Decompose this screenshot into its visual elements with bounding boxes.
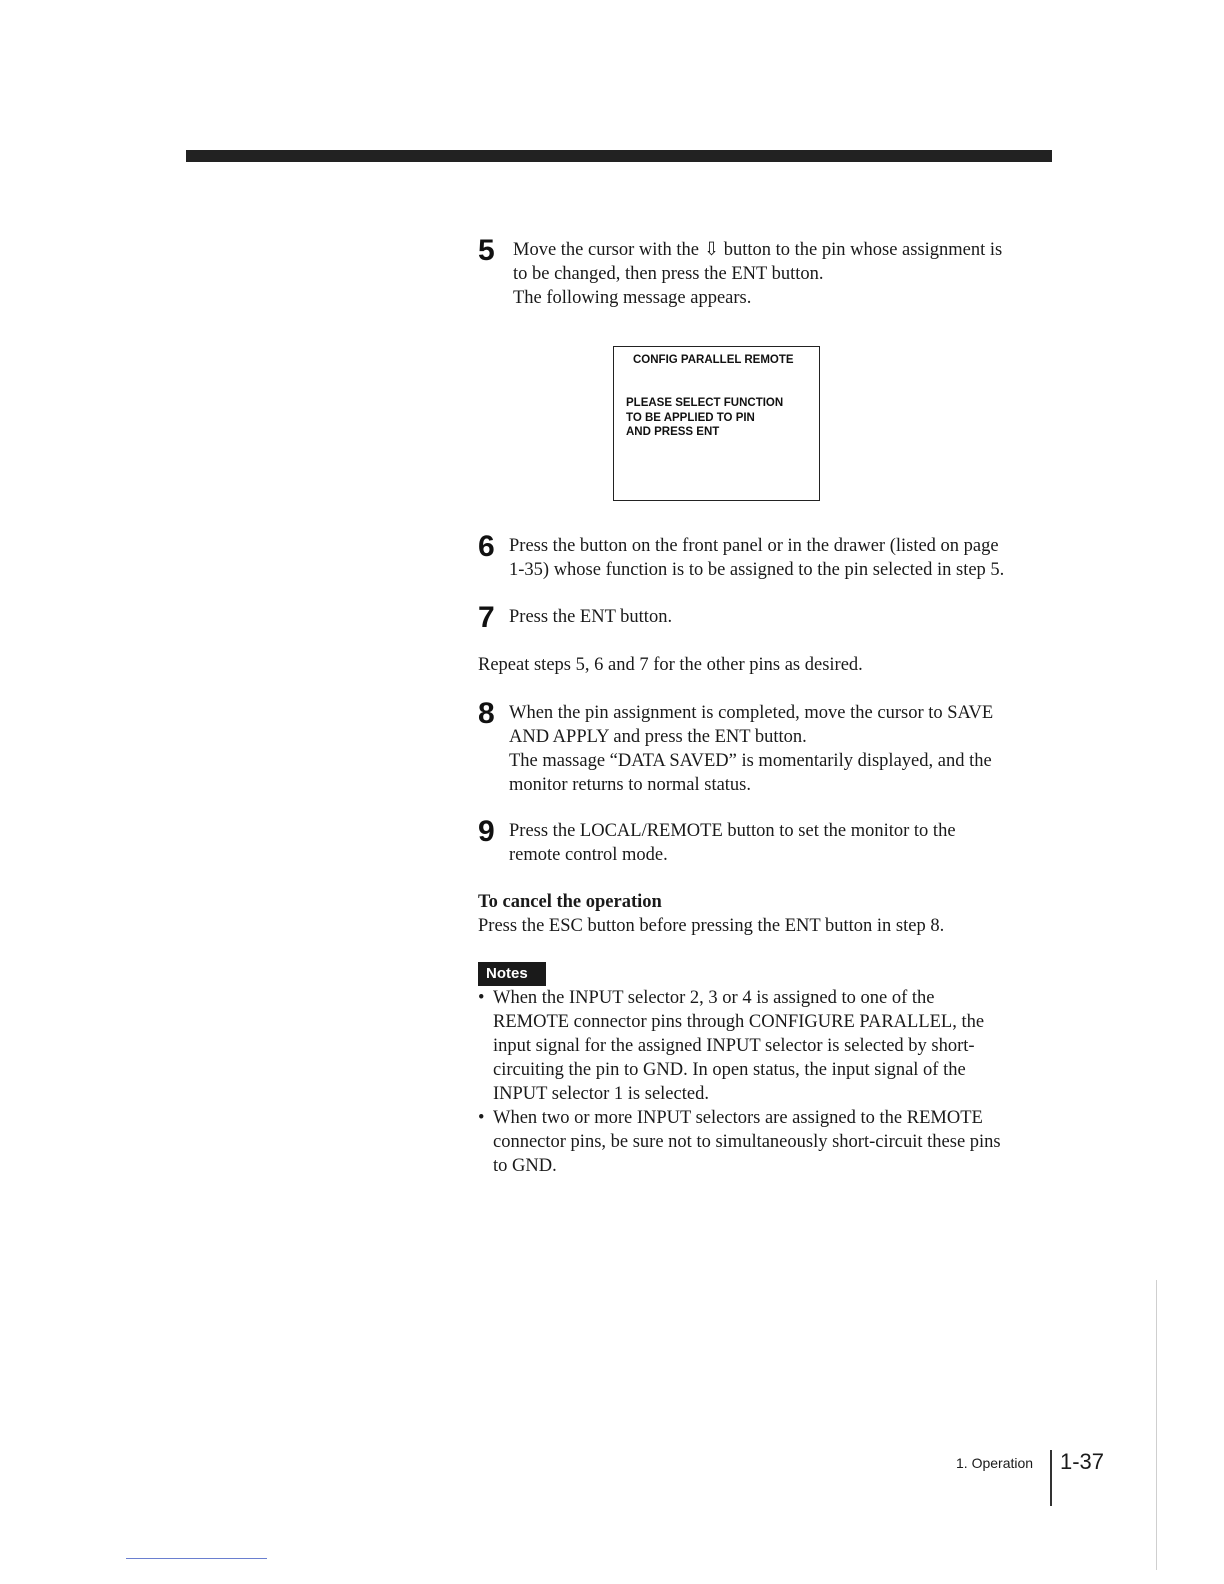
screen-line: PLEASE SELECT FUNCTION [626, 397, 784, 409]
step-text [509, 701, 1058, 797]
note-line: REMOTE connector pins through CONFIGURE PARALLEL, the [493, 1012, 985, 1032]
screen-line: AND PRESS ENT [626, 426, 720, 438]
notes-label: Notes [478, 962, 546, 986]
bottom-underline [126, 1558, 267, 1559]
cancel-text: Press the ESC button before pressing the ENT button in step 8. [478, 916, 945, 936]
step-5 [478, 234, 1058, 310]
footer-divider [1050, 1450, 1052, 1506]
step-line: Press the LOCAL/REMOTE button to set the monitor to the [509, 821, 956, 841]
page-number: 1-37 [1060, 1449, 1105, 1474]
step-9 [478, 815, 1058, 867]
note-item [478, 1106, 1058, 1178]
step-number: 6 [478, 530, 495, 563]
screen-line: TO BE APPLIED TO PIN [626, 411, 755, 424]
note-line: to GND. [493, 1156, 557, 1176]
step-line: to be changed, then press the ENT button. [513, 264, 824, 284]
note-item [478, 986, 1058, 1106]
note-line: • When the INPUT selector 2, 3 or 4 is assigned to one of the [493, 988, 935, 1008]
scan-edge-line [1156, 1280, 1157, 1570]
step-line: When the pin assignment is completed, move the cursor to SAVE [509, 703, 994, 723]
step-line: 1-35) whose function is to be assigned to the pin selected in step 5. [509, 560, 1005, 580]
step-line: remote control mode. [509, 845, 668, 865]
note-line: • When two or more INPUT selectors are assigned to the REMOTE [493, 1108, 983, 1128]
footer-section-title: 1. Operation [956, 1455, 1034, 1471]
header-rule [186, 150, 1052, 162]
step-number: 8 [478, 697, 495, 730]
note-line: circuiting the pin to GND. In open status, the input signal of the [493, 1060, 966, 1080]
notes-list [478, 986, 1058, 1178]
step-text [509, 534, 1058, 582]
step-text [509, 605, 1058, 629]
note-line: connector pins, be sure not to simultaneously short-circuit these pins [493, 1132, 1001, 1152]
step-text [509, 819, 1058, 867]
step-number: 5 [478, 234, 495, 267]
note-line: input signal for the assigned INPUT selector is selected by short- [493, 1036, 975, 1056]
step-number: 9 [478, 815, 495, 848]
monitor-screen-message [613, 346, 820, 501]
cancel-heading: To cancel the operation [478, 892, 662, 912]
step-line: Press the ENT button. [509, 607, 673, 627]
step-line: The following message appears. [513, 288, 752, 308]
step-text [513, 238, 1058, 310]
step-line: AND APPLY and press the ENT button. [509, 727, 807, 747]
screen-title: CONFIG PARALLEL REMOTE [633, 354, 794, 366]
step-number: 7 [478, 601, 495, 634]
step-line: The massage “DATA SAVED” is momentarily displayed, and the [509, 751, 992, 771]
note-line: INPUT selector 1 is selected. [493, 1084, 709, 1104]
step-6 [478, 530, 1058, 582]
step-7 [478, 601, 1058, 634]
cancel-section [478, 890, 1058, 938]
step-line: Press the button on the front panel or in the drawer (listed on page [509, 536, 999, 556]
step-line: monitor returns to normal status. [509, 775, 752, 795]
repeat-text: Repeat steps 5, 6 and 7 for the other pins as desired. [478, 655, 863, 675]
step-8 [478, 697, 1058, 797]
screen-body [626, 396, 783, 440]
repeat-instruction [478, 653, 1058, 677]
step-line: Move the cursor with the ⇩ button to the pin whose assignment is [513, 240, 1003, 260]
